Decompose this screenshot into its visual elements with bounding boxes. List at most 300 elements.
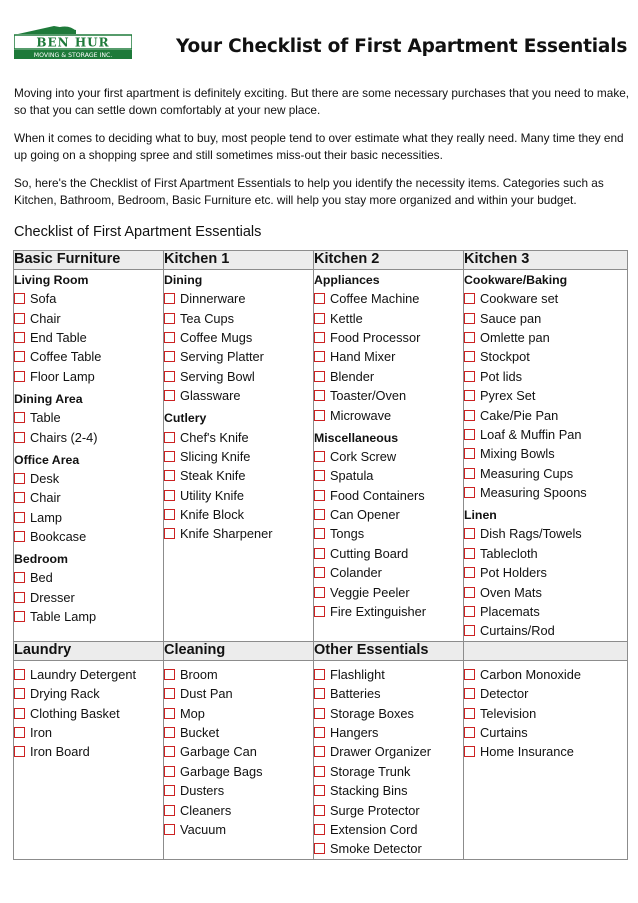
checklist-item-label: Toaster/Oven: [330, 388, 407, 404]
checklist-item[interactable]: [164, 347, 313, 366]
checklist-item-label: Television: [480, 705, 537, 721]
checkbox[interactable]: [464, 468, 475, 479]
checklist-item[interactable]: [464, 405, 627, 424]
checklist-item-label: Measuring Cups: [480, 465, 574, 481]
checklist-item[interactable]: [164, 723, 313, 742]
checklist-item-label: Knife Sharpener: [180, 526, 273, 542]
checkbox[interactable]: [314, 528, 325, 539]
category-header-cleaning: Cleaning: [164, 641, 314, 660]
checklist-item[interactable]: [164, 386, 313, 405]
checklist-item-label: Glassware: [180, 388, 241, 404]
checklist-item[interactable]: [314, 289, 463, 308]
checklist-item-label: Garbage Can: [180, 744, 257, 760]
checklist-item-label: Bucket: [180, 725, 220, 740]
category-header-empty: [464, 641, 628, 660]
checkbox[interactable]: [14, 531, 25, 542]
checklist-item[interactable]: [464, 665, 627, 684]
checkbox[interactable]: [464, 606, 475, 617]
checklist-item[interactable]: [464, 347, 627, 366]
checkbox[interactable]: [314, 351, 325, 362]
checklist-item[interactable]: [464, 602, 627, 621]
category-header-laundry: Laundry: [14, 641, 164, 660]
checklist-item[interactable]: [14, 508, 163, 527]
checklist-item[interactable]: [14, 665, 163, 684]
checkbox[interactable]: [14, 572, 25, 583]
company-logo: [14, 24, 132, 60]
checklist-item[interactable]: [164, 367, 313, 386]
checklist-item-label: Iron Board: [30, 744, 90, 760]
checklist-item[interactable]: [314, 684, 463, 703]
checklist-item[interactable]: [464, 703, 627, 722]
checklist-item[interactable]: [464, 582, 627, 601]
checklist-item[interactable]: [14, 607, 163, 626]
checklist-item-label: Chef's Knife: [180, 429, 249, 445]
checklist-item[interactable]: [314, 800, 463, 819]
checkbox[interactable]: [464, 688, 475, 699]
checklist-item-label: Kettle: [330, 310, 363, 326]
category-header-basic-furniture: Basic Furniture: [14, 251, 164, 270]
subcategory-heading: Office Area: [14, 452, 80, 467]
checkbox[interactable]: [14, 688, 25, 699]
checklist-item-label: Blender: [330, 368, 375, 384]
checklist-item[interactable]: [464, 483, 627, 502]
checklist-item-label: Floor Lamp: [30, 368, 95, 384]
checkbox[interactable]: [314, 587, 325, 598]
checkbox[interactable]: [14, 293, 25, 304]
checkbox[interactable]: [314, 688, 325, 699]
checklist-item[interactable]: [14, 367, 163, 386]
checklist-item[interactable]: [314, 405, 463, 424]
checklist-item[interactable]: [314, 466, 463, 485]
checklist-item-label: Desk: [30, 470, 60, 486]
checklist-item[interactable]: [164, 665, 313, 684]
checklist-item[interactable]: [314, 386, 463, 405]
checklist-item[interactable]: [164, 308, 313, 327]
checklist-item[interactable]: [314, 447, 463, 466]
intro-text: [14, 85, 630, 220]
checkbox[interactable]: [464, 587, 475, 598]
checklist-item-label: Cake/Pie Pan: [480, 407, 559, 423]
checkbox[interactable]: [164, 785, 175, 796]
checkbox[interactable]: [314, 766, 325, 777]
checklist-item-label: Veggie Peeler: [330, 584, 410, 600]
checkbox[interactable]: [14, 492, 25, 503]
checkbox[interactable]: [314, 313, 325, 324]
checkbox[interactable]: [164, 805, 175, 816]
checkbox[interactable]: [14, 512, 25, 523]
category-header-row: [14, 641, 628, 660]
checklist-item[interactable]: [464, 328, 627, 347]
checklist-item-label: Tea Cups: [180, 310, 235, 326]
checklist-item[interactable]: [464, 544, 627, 563]
checkbox[interactable]: [164, 371, 175, 382]
checklist-item[interactable]: [164, 762, 313, 781]
intro-paragraph: Moving into your first apartment is definitely exciting. But there are some necessary purchases that you need to make, so that you can settle down comfortably at your new place.: [14, 86, 630, 117]
checklist-item[interactable]: [164, 466, 313, 485]
checklist-item[interactable]: [164, 427, 313, 446]
checklist-item[interactable]: [14, 408, 163, 427]
checklist-item-label: Loaf & Muffin Pan: [480, 426, 582, 442]
checklist-item[interactable]: [314, 582, 463, 601]
subcategory-heading: Cutlery: [164, 411, 207, 426]
checkbox[interactable]: [14, 351, 25, 362]
checkbox[interactable]: [464, 528, 475, 539]
checklist-item-label: Storage Boxes: [330, 705, 414, 721]
checkbox[interactable]: [164, 313, 175, 324]
checklist-item[interactable]: [164, 289, 313, 308]
checklist-item-label: Hangers: [330, 725, 379, 740]
checklist-item[interactable]: [164, 447, 313, 466]
checklist-item[interactable]: [14, 527, 163, 546]
checkbox[interactable]: [14, 313, 25, 324]
category-column: [464, 270, 628, 642]
checklist-item[interactable]: [464, 464, 627, 483]
checkbox[interactable]: [164, 451, 175, 462]
checklist-item-label: Food Containers: [330, 487, 425, 503]
checklist-item-label: Sauce pan: [480, 310, 542, 326]
category-header-kitchen-1: Kitchen 1: [164, 251, 314, 270]
checklist-item-label: Curtains: [480, 725, 528, 740]
checklist-item[interactable]: [314, 742, 463, 761]
checklist-item[interactable]: [314, 723, 463, 742]
checklist-item-label: Tablecloth: [480, 545, 538, 561]
checklist-item[interactable]: [164, 742, 313, 761]
checklist-item[interactable]: [14, 703, 163, 722]
subcategory-heading: Cookware/Baking: [464, 273, 568, 287]
category-column: [164, 660, 314, 859]
checklist-item-label: Flashlight: [330, 666, 385, 682]
checklist-item[interactable]: [314, 544, 463, 563]
checklist-item-label: Pot Holders: [480, 565, 547, 581]
checkbox[interactable]: [464, 727, 475, 738]
checklist-item-label: Surge Protector: [330, 802, 420, 818]
subcategory-heading: Bedroom: [14, 552, 68, 567]
checklist-item-label: End Table: [30, 329, 87, 345]
checkbox[interactable]: [14, 727, 25, 738]
checkbox[interactable]: [314, 843, 325, 854]
checklist-item-label: Serving Bowl: [180, 368, 255, 384]
checklist-item[interactable]: [314, 347, 463, 366]
checklist-item[interactable]: [14, 588, 163, 607]
checklist-item-label: Broom: [180, 666, 218, 682]
checklist-item[interactable]: [14, 742, 163, 761]
checklist-item-label: Vacuum: [180, 821, 226, 837]
checklist-item[interactable]: [14, 469, 163, 488]
checklist-item-label: Hand Mixer: [330, 349, 396, 365]
checkbox[interactable]: [464, 410, 475, 421]
checkbox[interactable]: [14, 746, 25, 757]
checklist-item[interactable]: [164, 820, 313, 839]
checkbox[interactable]: [314, 332, 325, 343]
checkbox[interactable]: [314, 746, 325, 757]
checkbox[interactable]: [14, 332, 25, 343]
checklist-item-label: Fire Extinguisher: [330, 604, 427, 620]
checklist-item[interactable]: [464, 621, 627, 640]
checklist-item[interactable]: [314, 486, 463, 505]
checklist-title: Checklist of First Apartment Essentials: [14, 224, 262, 240]
page-header: [14, 18, 626, 66]
checklist-item[interactable]: [14, 723, 163, 742]
checklist-item-label: Batteries: [330, 686, 381, 702]
checkbox[interactable]: [164, 390, 175, 401]
checklist-item[interactable]: [14, 427, 163, 446]
checkbox[interactable]: [314, 824, 325, 835]
checklist-item[interactable]: [164, 684, 313, 703]
checkbox[interactable]: [164, 688, 175, 699]
checklist-item[interactable]: [464, 444, 627, 463]
checklist-item[interactable]: [314, 839, 463, 858]
checklist-item-label: Iron: [30, 725, 53, 740]
checkbox[interactable]: [164, 351, 175, 362]
checklist-item-label: Cork Screw: [330, 448, 397, 464]
checklist-item[interactable]: [164, 703, 313, 722]
checklist-item[interactable]: [164, 505, 313, 524]
checkbox[interactable]: [314, 708, 325, 719]
checklist-item[interactable]: [314, 505, 463, 524]
checklist-item[interactable]: [464, 723, 627, 742]
checkbox[interactable]: [164, 824, 175, 835]
checklist-item-label: Dinnerware: [180, 291, 246, 307]
checklist-item-label: Coffee Mugs: [180, 329, 253, 345]
checkbox[interactable]: [314, 451, 325, 462]
checklist-item-label: Pot lids: [480, 368, 522, 384]
checklist-item[interactable]: [314, 762, 463, 781]
checklist-item-label: Curtains/Rod: [480, 623, 555, 639]
checkbox[interactable]: [464, 487, 475, 498]
category-column: [314, 660, 464, 859]
checkbox[interactable]: [464, 332, 475, 343]
subcategory-heading: Living Room: [14, 273, 89, 287]
checklist-item[interactable]: [464, 386, 627, 405]
intro-paragraph: When it comes to deciding what to buy, most people tend to over estimate what they really need. Many time they end up going on a shopping spree and still sometimes miss-out their basic necessities.: [14, 131, 624, 162]
checklist-table: [13, 250, 628, 860]
checkbox[interactable]: [314, 669, 325, 680]
checklist-item[interactable]: [14, 488, 163, 507]
checklist-item[interactable]: [14, 308, 163, 327]
intro-paragraph: So, here's the Checklist of First Apartment Essentials to help you identify the necessity items. Categories such as Kitchen, Bathroom, Bedroom, Basic Furniture etc. will help you stay more organized and within your budget.: [14, 176, 604, 207]
checklist-item-label: Cleaners: [180, 802, 232, 818]
category-column: [14, 660, 164, 859]
checkbox[interactable]: [14, 611, 25, 622]
checklist-item-label: Microwave: [330, 407, 392, 423]
checklist-item-label: Omlette pan: [480, 329, 550, 345]
checklist-item-label: Placemats: [480, 604, 540, 620]
checklist-item[interactable]: [464, 684, 627, 703]
checkbox[interactable]: [314, 509, 325, 520]
checklist-item-label: Chairs (2-4): [30, 429, 98, 445]
checklist-item-label: Measuring Spoons: [480, 485, 587, 501]
checklist-item[interactable]: [314, 524, 463, 543]
checklist-item-label: Slicing Knife: [180, 448, 251, 464]
category-column: [464, 660, 628, 859]
checklist-item[interactable]: [314, 308, 463, 327]
checklist-item-label: Carbon Monoxide: [480, 666, 582, 682]
checklist-item[interactable]: [14, 568, 163, 587]
checkbox[interactable]: [464, 313, 475, 324]
document-title: Your Checklist of First Apartment Essentials: [176, 36, 628, 57]
checkbox[interactable]: [464, 371, 475, 382]
checklist-item-label: Colander: [330, 565, 382, 581]
checkbox[interactable]: [14, 669, 25, 680]
checkbox[interactable]: [314, 785, 325, 796]
checklist-item-label: Cutting Board: [330, 545, 409, 561]
checkbox[interactable]: [14, 371, 25, 382]
checkbox[interactable]: [164, 490, 175, 501]
checkbox[interactable]: [14, 708, 25, 719]
checkbox[interactable]: [314, 606, 325, 617]
checkbox[interactable]: [164, 528, 175, 539]
checkbox[interactable]: [464, 567, 475, 578]
checkbox[interactable]: [164, 332, 175, 343]
checklist-item-label: Steak Knife: [180, 468, 246, 484]
checklist-item[interactable]: [314, 367, 463, 386]
checklist-item[interactable]: [164, 486, 313, 505]
checklist-item-label: Mixing Bowls: [480, 446, 555, 462]
checklist-item-label: Clothing Basket: [30, 705, 120, 721]
checkbox[interactable]: [164, 509, 175, 520]
checklist-item[interactable]: [464, 563, 627, 582]
checklist-item-label: Drawer Organizer: [330, 744, 431, 760]
checklist-item[interactable]: [14, 289, 163, 308]
checklist-item-label: Garbage Bags: [180, 763, 263, 779]
checkbox[interactable]: [314, 548, 325, 559]
subcategory-heading: Dining Area: [14, 391, 83, 406]
checklist-item-label: Spatula: [330, 468, 374, 484]
checkbox[interactable]: [164, 746, 175, 757]
checkbox[interactable]: [464, 351, 475, 362]
subcategory-heading: Dining: [164, 273, 203, 287]
checklist-item-label: Table: [30, 410, 61, 426]
checklist-item[interactable]: [14, 684, 163, 703]
checklist-item-label: Table Lamp: [30, 609, 97, 625]
checkbox[interactable]: [14, 592, 25, 603]
checklist-item-label: Stockpot: [480, 349, 530, 365]
checklist-item[interactable]: [314, 563, 463, 582]
category-items-row: [14, 660, 628, 859]
checklist-item-label: Knife Block: [180, 507, 245, 523]
checklist-item[interactable]: [314, 328, 463, 347]
checklist-item-label: Dust Pan: [180, 686, 233, 702]
checklist-item[interactable]: [314, 602, 463, 621]
category-items-row: [14, 270, 628, 642]
checkbox[interactable]: [464, 293, 475, 304]
checklist-item-label: Dresser: [30, 589, 75, 605]
checklist-item-label: Smoke Detector: [330, 841, 422, 857]
checkbox[interactable]: [164, 669, 175, 680]
checklist-item[interactable]: [464, 308, 627, 327]
checkbox[interactable]: [314, 293, 325, 304]
logo-name: BEN HUR: [36, 35, 110, 50]
checkbox[interactable]: [314, 567, 325, 578]
checklist-item-label: Drying Rack: [30, 686, 100, 702]
checkbox[interactable]: [464, 708, 475, 719]
checkbox[interactable]: [464, 746, 475, 757]
checklist-item-label: Coffee Table: [30, 349, 102, 365]
subcategory-heading: Appliances: [314, 273, 380, 287]
checklist-item[interactable]: [14, 347, 163, 366]
checklist-item[interactable]: [464, 425, 627, 444]
checkbox[interactable]: [464, 669, 475, 680]
checklist-item-label: Pyrex Set: [480, 388, 536, 404]
checkbox[interactable]: [464, 625, 475, 636]
checkbox[interactable]: [314, 390, 325, 401]
checklist-item-label: Stacking Bins: [330, 783, 408, 799]
checkbox[interactable]: [14, 432, 25, 443]
checklist-item-label: Bed: [30, 570, 53, 586]
checklist-item[interactable]: [164, 328, 313, 347]
checklist-item-label: Utility Knife: [180, 487, 245, 503]
checklist-item-label: Mop: [180, 705, 205, 721]
checkbox[interactable]: [314, 490, 325, 501]
category-header-row: [14, 251, 628, 270]
checklist-item[interactable]: [314, 820, 463, 839]
checklist-item[interactable]: [464, 367, 627, 386]
checkbox[interactable]: [164, 470, 175, 481]
checkbox[interactable]: [164, 708, 175, 719]
checklist-item-label: Can Opener: [330, 507, 400, 523]
checklist-item[interactable]: [314, 703, 463, 722]
checklist-item[interactable]: [464, 524, 627, 543]
checkbox[interactable]: [314, 371, 325, 382]
checklist-item[interactable]: [164, 800, 313, 819]
checklist-item[interactable]: [464, 742, 627, 761]
checkbox[interactable]: [314, 410, 325, 421]
checklist-item-label: Cookware set: [480, 291, 559, 307]
subcategory-heading: Miscellaneous: [314, 430, 399, 445]
category-column: [314, 270, 464, 642]
checklist-item[interactable]: [14, 328, 163, 347]
checklist-item-label: Laundry Detergent: [30, 666, 136, 682]
checklist-item-label: Serving Platter: [180, 349, 264, 365]
checklist-item[interactable]: [164, 781, 313, 800]
checklist-item-label: Storage Trunk: [330, 763, 411, 779]
category-column: [164, 270, 314, 642]
checklist-item[interactable]: [314, 665, 463, 684]
checklist-item-label: Home Insurance: [480, 744, 574, 760]
checklist-item[interactable]: [314, 781, 463, 800]
logo-tagline: MOVING & STORAGE INC.: [33, 52, 113, 59]
checkbox[interactable]: [464, 548, 475, 559]
checklist-item-label: Lamp: [30, 509, 63, 525]
checklist-item-label: Dusters: [180, 783, 225, 799]
checklist-item[interactable]: [464, 289, 627, 308]
checklist-item-label: Tongs: [330, 526, 365, 542]
checkbox[interactable]: [464, 429, 475, 440]
checkbox[interactable]: [164, 727, 175, 738]
checkbox[interactable]: [164, 432, 175, 443]
checklist-item-label: Detector: [480, 686, 529, 702]
checkbox[interactable]: [314, 805, 325, 816]
checkbox[interactable]: [314, 470, 325, 481]
subcategory-heading: Linen: [464, 508, 497, 523]
checklist-item[interactable]: [164, 524, 313, 543]
checklist-item-label: Chair: [30, 490, 61, 506]
checkbox[interactable]: [314, 727, 325, 738]
checklist-item-label: Chair: [30, 310, 61, 326]
checklist-item-label: Coffee Machine: [330, 291, 420, 307]
checkbox[interactable]: [164, 293, 175, 304]
checkbox[interactable]: [164, 766, 175, 777]
checkbox[interactable]: [464, 390, 475, 401]
checklist-item-label: Dish Rags/Towels: [480, 526, 582, 542]
checkbox[interactable]: [464, 448, 475, 459]
checkbox[interactable]: [14, 473, 25, 484]
category-header-kitchen-2: Kitchen 2: [314, 251, 464, 270]
checklist-item-label: Extension Cord: [330, 821, 418, 837]
checkbox[interactable]: [14, 412, 25, 423]
checklist-item-label: Bookcase: [30, 529, 87, 545]
checklist-item-label: Food Processor: [330, 329, 421, 345]
